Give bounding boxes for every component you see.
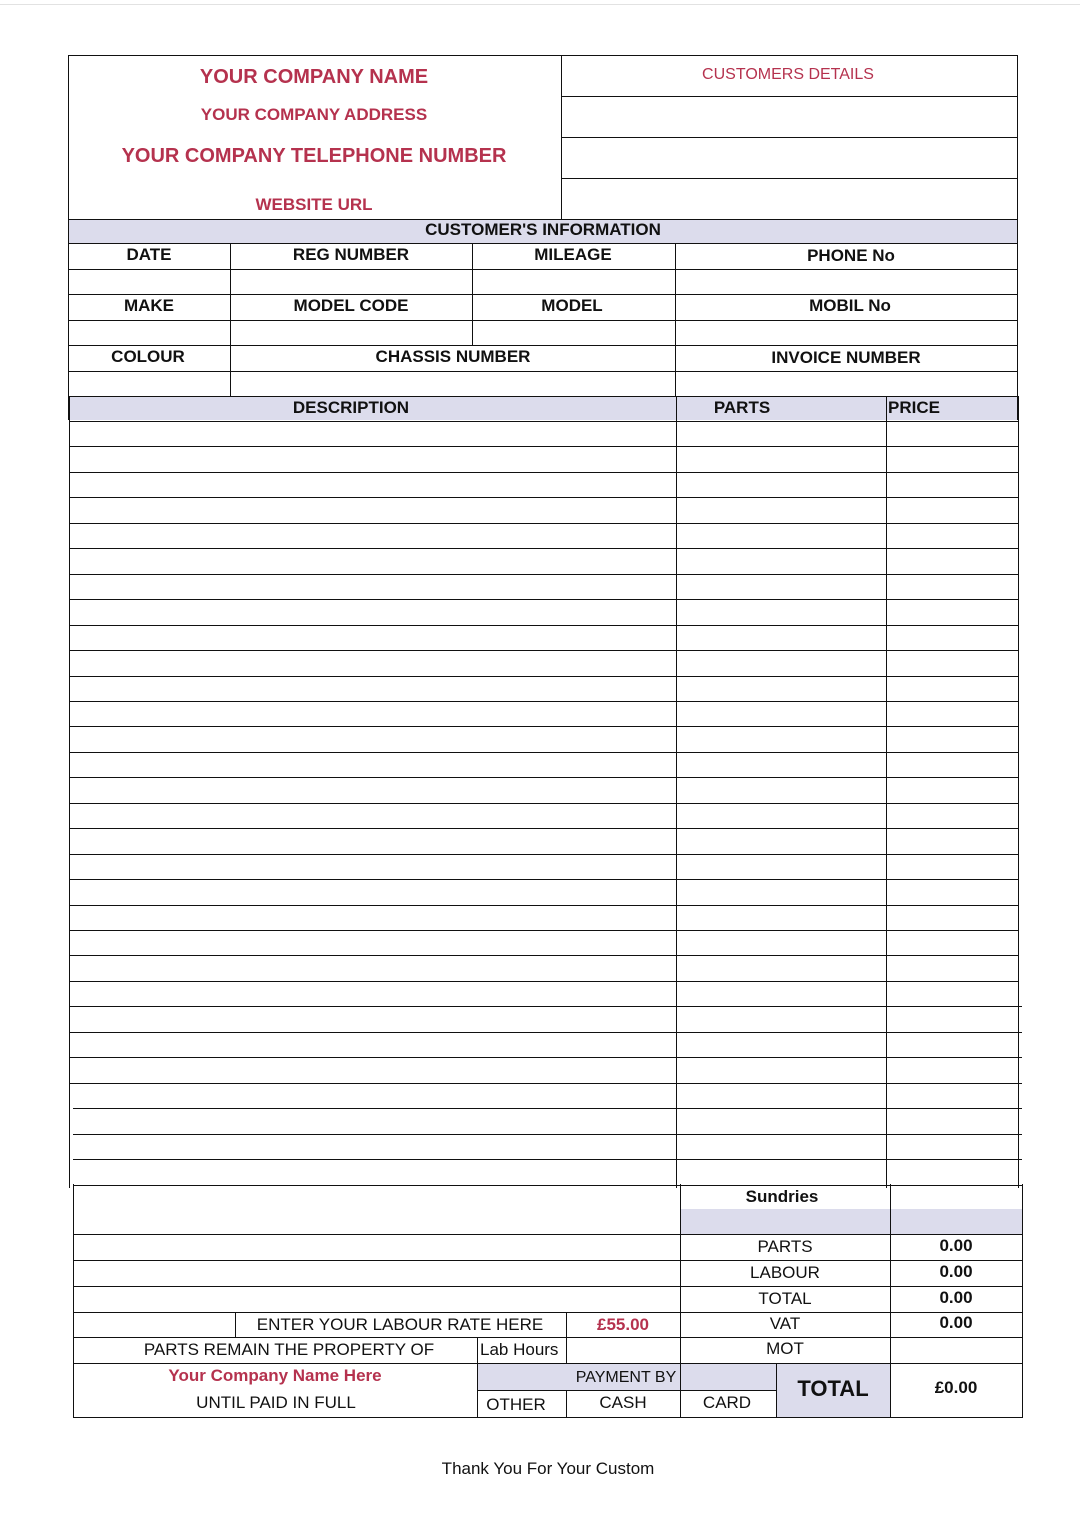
item-row-line [73,1185,1022,1186]
bottom-left-border [73,1184,74,1418]
grid-line [68,294,1018,295]
item-row-line [69,497,1018,498]
company-address: YOUR COMPANY ADDRESS [200,105,428,124]
grid-line [68,243,1018,244]
model-code-label: MODEL CODE [293,296,409,315]
bottom-right-border [1022,1184,1023,1418]
parts-header: PARTS [713,398,771,417]
labour-rate-left [235,1312,236,1337]
labour-total-label: LABOUR [750,1263,820,1282]
bottom-line [73,1234,1022,1235]
colour-label: COLOUR [111,347,185,366]
company-name: YOUR COMPANY NAME [199,66,429,88]
vat-value: 0.00 [939,1313,973,1332]
item-row-line [69,803,1018,804]
frame-top [68,55,1018,56]
item-row-line [69,574,1018,575]
subtotal-label: TOTAL [758,1289,812,1308]
grid-divider [230,243,231,396]
payment-cash: CASH [599,1393,647,1412]
item-row-line [69,1083,1022,1084]
customer-info-title: CUSTOMER'S INFORMATION [425,220,661,239]
item-row-line [69,446,1018,447]
labour-rate-divider [566,1312,567,1363]
reg-number-label: REG NUMBER [292,245,410,264]
item-row-line [69,421,1018,422]
items-left-border [69,396,70,1188]
labour-rate-label: ENTER YOUR LABOUR RATE HERE [256,1315,544,1334]
grid-line [68,345,1018,346]
item-row-line [69,828,1018,829]
model-label: MODEL [541,296,603,315]
parts-total-value: 0.00 [939,1236,973,1255]
payment-other: OTHER [486,1395,546,1414]
parts-price-divider [886,396,887,1188]
bottom-line [73,1286,1022,1287]
payment-by-label: PAYMENT BY [575,1369,677,1386]
customers-details-label: CUSTOMERS DETAILS [702,66,874,83]
description-header-band [69,396,1018,420]
item-row-line [69,1057,1022,1058]
bottom-line [73,1337,1022,1338]
customer-details-line-1 [561,96,1017,97]
payment-card: CARD [702,1393,752,1412]
item-row-line [69,625,1018,626]
invoice-number-label: INVOICE NUMBER [771,348,921,367]
company-telephone: YOUR COMPANY TELEPHONE NUMBER [121,145,507,167]
item-row-line [73,1108,1022,1109]
item-row-line [69,905,1018,906]
item-row-line [69,523,1018,524]
item-row-line [69,854,1018,855]
item-row-line [69,955,1018,956]
labour-rate-value: £55.00 [597,1315,649,1334]
description-parts-divider [676,396,677,1188]
grid-divider [675,243,676,396]
totals-value-divider [890,1184,891,1418]
item-row-line [69,701,1018,702]
frame-right-upper [1017,55,1018,420]
item-row-line [69,930,1018,931]
sundries-band [680,1209,1022,1234]
item-row-line [69,1006,1022,1007]
page-top-rule [0,4,1080,5]
parts-total-label: PARTS [757,1237,813,1256]
vat-label: VAT [769,1314,801,1333]
form-bottom [73,1417,1022,1418]
thank-you-note: Thank You For Your Custom [441,1459,655,1478]
date-label: DATE [126,245,172,264]
chassis-number-label: CHASSIS NUMBER [375,347,531,366]
grid-line [68,371,1018,372]
payment-by-underline [478,1390,776,1391]
make-label: MAKE [123,296,175,315]
bottom-line [73,1363,1022,1364]
item-row-line [69,752,1018,753]
lab-hours-label: Lab Hours [480,1340,559,1359]
item-row-line [73,1134,1022,1135]
item-row-line [69,879,1018,880]
company-name-here: Your Company Name Here [168,1366,382,1385]
mobil-no-label: MOBIL No [809,296,891,315]
other-cash-divider [566,1390,567,1417]
item-row-line [69,777,1018,778]
item-row-line [69,726,1018,727]
cash-card-divider [680,1390,681,1417]
item-row-line [69,676,1018,677]
item-row-line [69,981,1018,982]
phone-no-label: PHONE No [807,246,895,265]
description-header: DESCRIPTION [292,398,410,417]
frame-left-upper [68,55,69,420]
mileage-label: MILEAGE [534,245,612,264]
grid-line [68,320,1018,321]
totals-label-divider [680,1184,681,1418]
bottom-line [73,1260,1022,1261]
company-website: WEBSITE URL [255,195,373,214]
price-header: PRICE [888,398,940,417]
grid-divider [472,243,473,345]
item-row-line [69,1032,1022,1033]
grand-total-value: £0.00 [934,1378,978,1397]
items-right-border [1018,396,1019,1188]
item-row-line [69,650,1018,651]
item-row-line [69,548,1018,549]
grid-line [68,269,1018,270]
lab-hours-left [477,1337,478,1417]
grand-total-label: TOTAL [797,1376,869,1401]
item-row-line [73,1159,1022,1160]
card-total-divider [776,1363,777,1417]
grid-line [68,396,1018,397]
property-line: PARTS REMAIN THE PROPERTY OF [143,1340,435,1359]
mot-label: MOT [766,1339,804,1358]
subtotal-value: 0.00 [939,1288,973,1307]
item-row-line [69,599,1018,600]
bottom-line [73,1312,1022,1313]
item-row-line [69,472,1018,473]
labour-total-value: 0.00 [939,1262,973,1281]
customer-details-line-3 [561,178,1017,179]
until-paid-line: UNTIL PAID IN FULL [196,1393,356,1412]
sundries-label: Sundries [745,1187,819,1206]
customer-details-line-2 [561,137,1017,138]
